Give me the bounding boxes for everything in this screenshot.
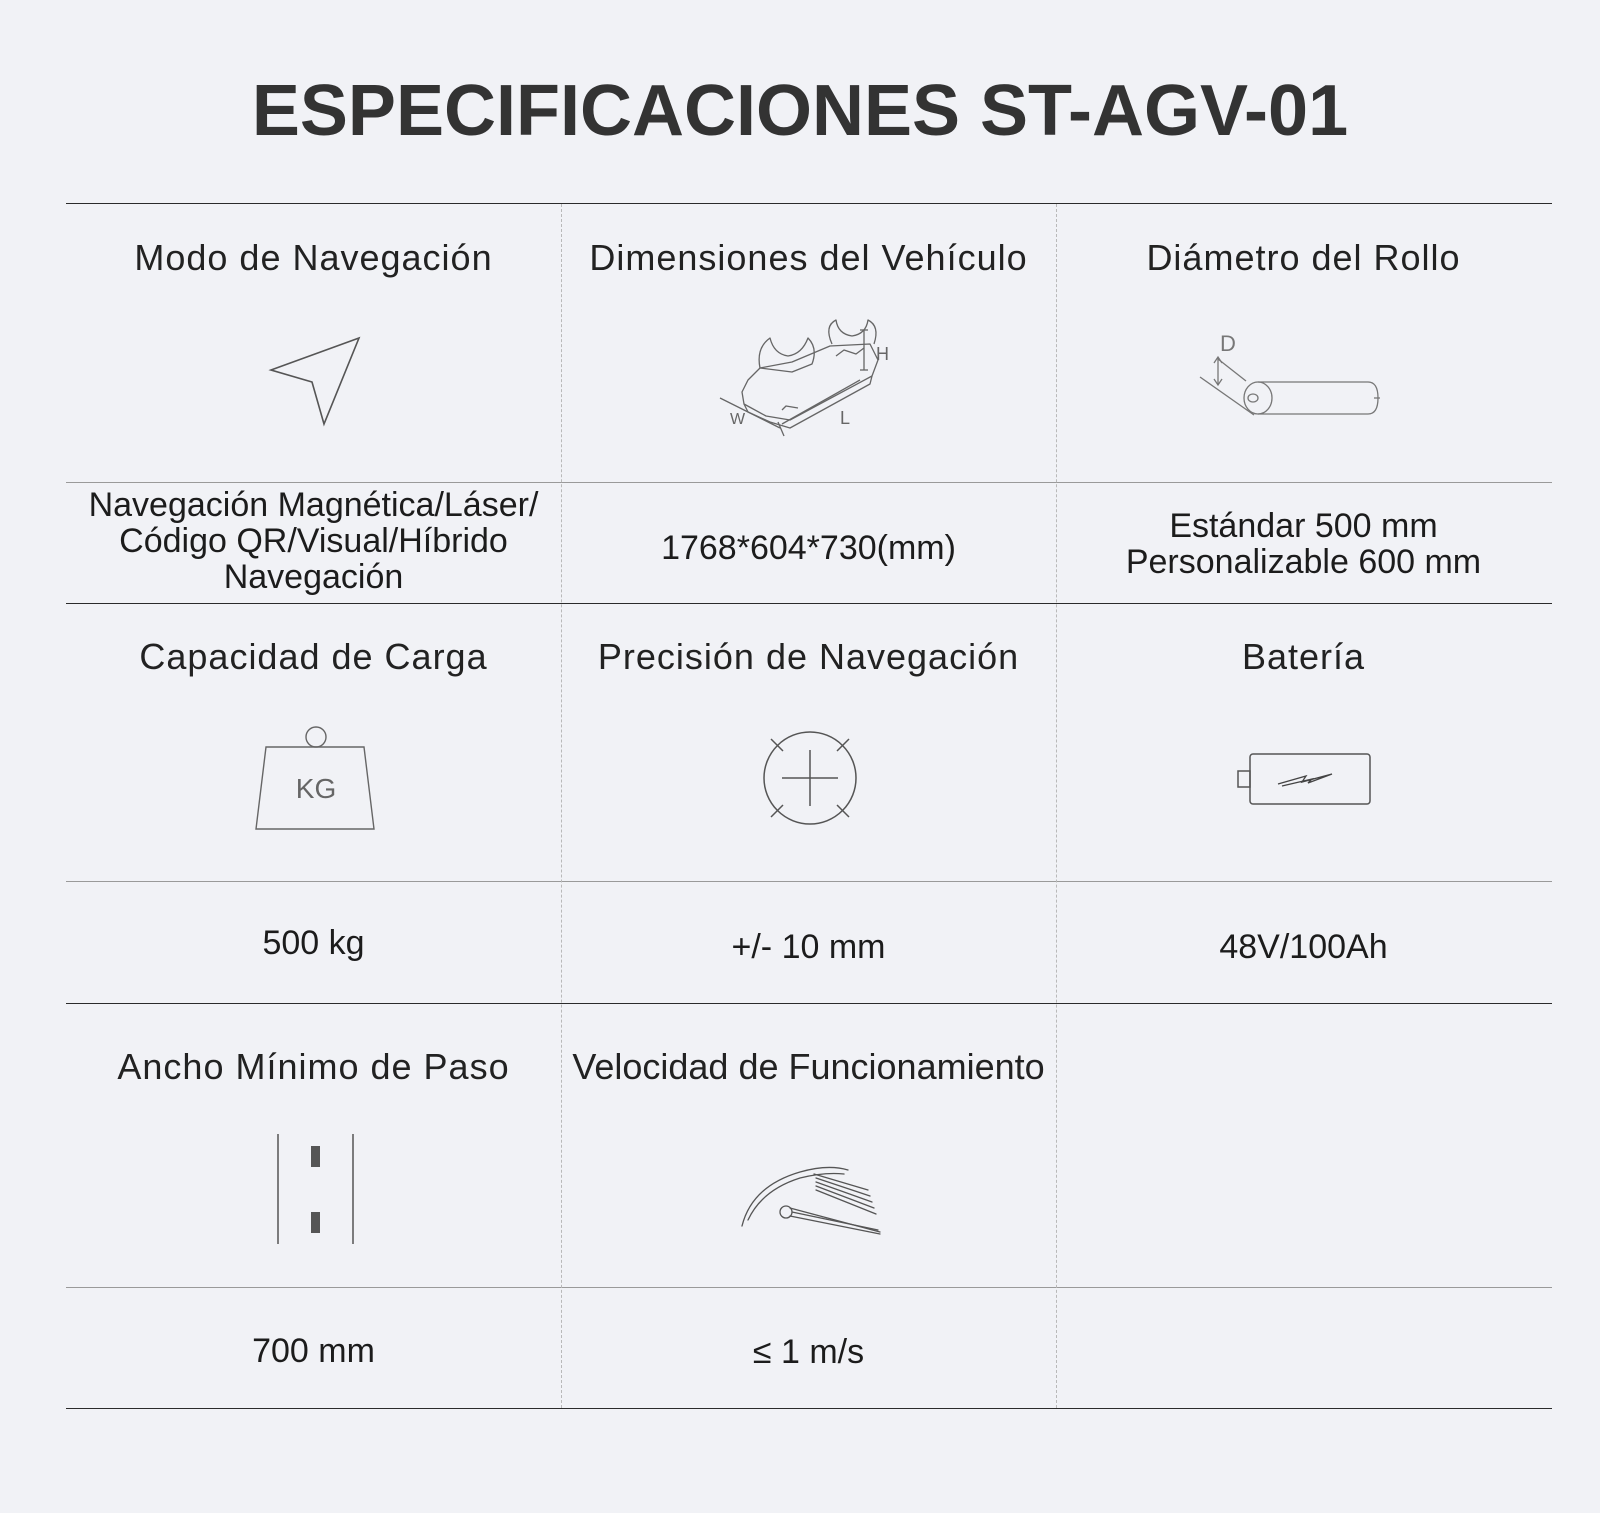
- spec-label-load-capacity: Capacidad de Carga: [139, 636, 488, 677]
- row-divider: [66, 1003, 1552, 1004]
- dimension-h-label: H: [876, 344, 889, 364]
- roll-diameter-icon: [1200, 325, 1410, 425]
- diameter-d-label: D: [1220, 331, 1236, 356]
- spec-value-battery: 48V/100Ah: [1219, 928, 1388, 966]
- spec-label-vehicle-dimensions: Dimensiones del Vehículo: [589, 237, 1028, 278]
- row-divider: [66, 603, 1552, 604]
- spec-value-line: Navegación Magnética/Láser/: [88, 486, 539, 524]
- spec-value-roll-diameter: [1056, 508, 1551, 580]
- spec-value-minimum-passage-width: 700 mm: [252, 1332, 375, 1370]
- spec-value-navigation-mode: [66, 487, 561, 595]
- spec-label-operating-speed: Velocidad de Funcionamiento: [572, 1046, 1045, 1087]
- table-top-rule: [66, 203, 1552, 204]
- spec-value-line: Personalizable 600 mm: [1125, 543, 1482, 581]
- crosshair-target-icon: [762, 730, 858, 826]
- spec-label-minimum-passage-width: Ancho Mínimo de Paso: [117, 1046, 510, 1087]
- column-divider: [561, 204, 562, 1408]
- navigation-arrow-icon: [268, 335, 364, 427]
- vehicle-dimensions-icon: [720, 320, 910, 445]
- road-lane-icon: [276, 1134, 356, 1244]
- spec-value-line: Estándar 500 mm: [1169, 507, 1438, 545]
- kg-text: KG: [295, 773, 337, 804]
- dimension-l-label: L: [840, 408, 851, 428]
- row-divider: [66, 482, 1552, 483]
- spec-value-operating-speed: ≤ 1 m/s: [752, 1333, 865, 1371]
- spec-label-battery: Batería: [1241, 636, 1366, 677]
- speedometer-icon: [740, 1160, 884, 1236]
- column-divider: [1056, 204, 1057, 1408]
- dimension-w-label: W: [730, 411, 746, 428]
- spec-label-roll-diameter: Diámetro del Rollo: [1146, 237, 1461, 278]
- spec-value-line: Navegación: [223, 558, 404, 596]
- weight-kg-icon: [254, 726, 378, 832]
- page-title: ESPECIFICACIONES ST-AGV-01: [251, 71, 1349, 151]
- row-divider: [66, 881, 1552, 882]
- spec-value-line: Código QR/Visual/Híbrido: [119, 522, 508, 560]
- spec-label-navigation-precision: Precisión de Navegación: [597, 636, 1020, 677]
- spec-label-navigation-mode: Modo de Navegación: [134, 237, 493, 278]
- table-bottom-rule: [66, 1408, 1552, 1409]
- spec-value-navigation-precision: +/- 10 mm: [731, 928, 886, 966]
- row-divider: [66, 1287, 1552, 1288]
- spec-value-vehicle-dimensions: 1768*604*730(mm): [661, 529, 956, 567]
- spec-value-load-capacity: 500 kg: [262, 924, 365, 962]
- battery-icon: [1236, 752, 1372, 806]
